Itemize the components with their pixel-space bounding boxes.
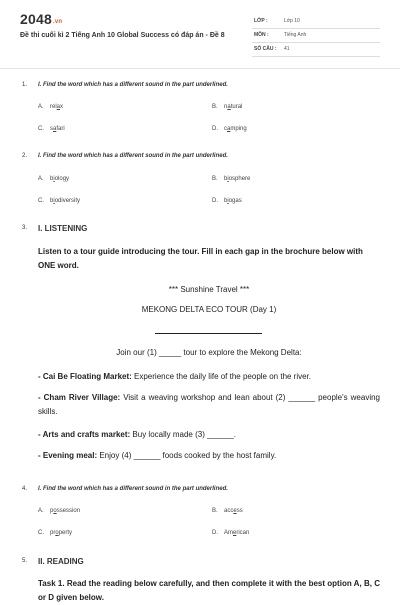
option-c[interactable]: C. biodiversity	[38, 198, 81, 204]
option-c[interactable]: C. property	[38, 530, 73, 536]
question-text: I. Find the word which has a different sound in the part underlined.	[38, 486, 228, 492]
brochure-item: - Cai Be Floating Market: Experience the daily life of the people on the river.	[38, 372, 312, 381]
option-b[interactable]: B. biosphere	[212, 176, 251, 182]
option-b[interactable]: B. natural	[212, 104, 243, 110]
logo-text: 2048	[20, 11, 52, 27]
option-b[interactable]: B. access	[212, 508, 243, 514]
listening-instruction: Listen to a tour guide introducing the tour. Fill in each gap in the brochure below with ONE word.	[38, 247, 363, 270]
logo-suffix: .vn	[52, 19, 63, 25]
question-number: 1.	[22, 82, 28, 88]
brochure-item: - Arts and crafts market: Buy locally made (3) ______.	[38, 430, 237, 439]
section-heading-listening: I. LISTENING	[38, 224, 88, 233]
meta-value: 41	[284, 46, 290, 52]
question-number: 2.	[22, 153, 28, 159]
question-number: 5.	[22, 558, 28, 564]
brochure-brand: *** Sunshine Travel ***	[168, 285, 250, 294]
option-c[interactable]: C. safari	[38, 126, 65, 132]
meta-key: MÔN :	[254, 32, 269, 38]
reading-task: Task 1. Read the reading below carefully, and then complete it with the best option A, B, C or D given below.	[38, 579, 380, 602]
brochure-item: - Cham River Village: Visit a weaving workshop and lean about (2) ______ people's weaving skills.	[38, 393, 380, 416]
meta-row-count	[252, 44, 380, 57]
site-logo[interactable]	[20, 11, 62, 27]
question-number: 3.	[22, 225, 28, 231]
meta-key: SỐ CÂU :	[254, 46, 277, 52]
meta-row-subject	[252, 30, 380, 43]
option-a[interactable]: A. relax	[38, 104, 64, 110]
brochure-item: - Evening meal: Enjoy (4) ______ foods cooked by the host family.	[38, 451, 277, 460]
option-a[interactable]: A. possession	[38, 508, 81, 514]
meta-value: Tiếng Anh	[284, 32, 307, 38]
brochure-title: MEKONG DELTA ECO TOUR (Day 1)	[141, 305, 277, 314]
brochure-intro: Join our (1) _____ tour to explore the Mekong Delta:	[116, 348, 302, 357]
document-header	[0, 0, 400, 60]
brochure-divider	[155, 333, 262, 334]
option-d[interactable]: D. American	[212, 530, 250, 536]
question-number: 4.	[22, 486, 28, 492]
question-text: I. Find the word which has a different sound in the part underlined.	[38, 153, 228, 159]
meta-row-class	[252, 16, 380, 29]
page-title: Đề thi cuối kì 2 Tiếng Anh 10 Global Success có đáp án - Đề 8	[20, 32, 225, 39]
section-heading-reading: II. READING	[38, 557, 84, 566]
question-text: I. Find the word which has a different sound in the part underlined.	[38, 82, 228, 88]
meta-value: Lớp 10	[284, 18, 300, 24]
option-d[interactable]: D. biogas	[212, 198, 242, 204]
option-a[interactable]: A. biology	[38, 176, 70, 182]
meta-key: LỚP :	[254, 18, 268, 24]
option-d[interactable]: D. camping	[212, 126, 247, 132]
header-divider	[0, 68, 400, 69]
